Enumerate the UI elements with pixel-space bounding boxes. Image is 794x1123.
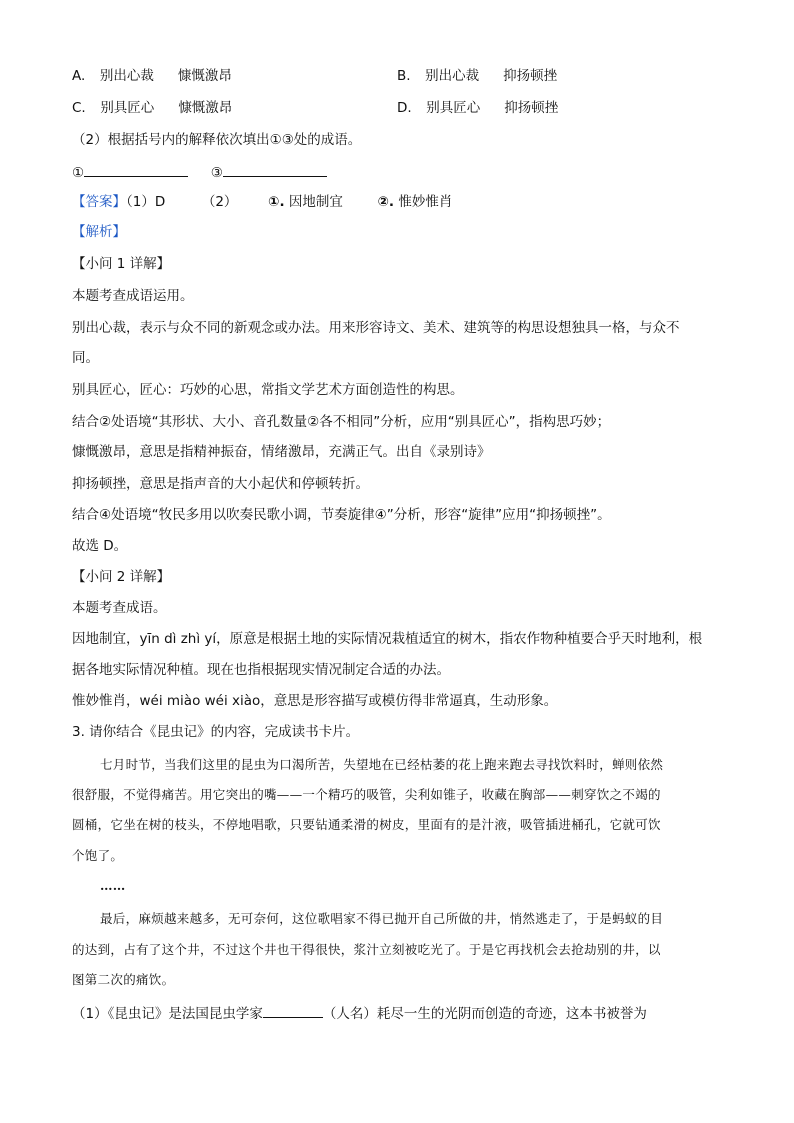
- sub1-line: 抑扬顿挫，意思是指声音的大小起伏和停顿转折。: [72, 476, 369, 492]
- passage-line: 最后，麻烦越来越多，无可奈何，这位歌唱家不得已抛开自己所做的井，悄然逃走了，于是蚂蚁的目: [100, 911, 664, 926]
- option-word-1: 别出心裁: [99, 68, 154, 84]
- answer-key-label: 【答案】: [72, 194, 126, 210]
- option-word-1: 别具匠心: [100, 100, 155, 116]
- blank-3-line[interactable]: [223, 162, 327, 177]
- name-blank[interactable]: [263, 1003, 323, 1018]
- blank-1-label: ①: [72, 165, 85, 181]
- option-a: [72, 66, 232, 86]
- sub2-line: 惟妙惟肖，wéi miào wéi xiào，意思是形容描写或模仿得非常逼真，生动形象。: [72, 693, 558, 709]
- question-3-1-suffix: （人名）耗尽一生的光阴而创造的奇迹，这本书被誉为: [322, 1006, 647, 1022]
- blank-3-label: ③: [210, 165, 223, 181]
- blank-1-line[interactable]: [84, 162, 188, 177]
- question-3-1-prefix: （1）《昆虫记》是法国昆虫学家: [72, 1006, 263, 1022]
- sub1-line: 同。: [72, 350, 99, 366]
- passage-line: 圆桶，它坐在树的枝头，不停地唱歌，只要钻通柔滑的树皮，里面有的是汁液，吸管插进桶孔，它就可饮: [72, 817, 661, 832]
- sub1-line: 别出心裁，表示与众不同的新观念或办法。用来形容诗文、美术、建筑等的构思设想独具一格，与众不: [72, 320, 680, 336]
- option-word-2: 慷慨激昂: [177, 68, 232, 84]
- sub2-line: 据各地实际情况种植。现在也指根据现实情况制定合适的办法。: [72, 662, 450, 678]
- option-word-2: 抑扬顿挫: [504, 100, 559, 116]
- sub1-line: 故选 D。: [72, 538, 128, 554]
- sub1-line: 别具匠心，匠心：巧妙的心思，常指文学艺术方面创造性的构思。: [72, 382, 464, 398]
- option-word-2: 慷慨激昂: [178, 100, 233, 116]
- sub2-line: 因地制宜，yīn dì zhì yí，原意是根据土地的实际情况栽植适宜的树木，指农作物种植要合乎天时地利，根: [72, 631, 703, 647]
- answer-number-1: ①.: [268, 194, 285, 210]
- passage-line: 很舒服，不觉得痛苦。用它突出的嘴——一个精巧的吸管，尖利如锥子，收藏在胸部——刺穿饮之不竭的: [72, 787, 661, 802]
- option-letter: A.: [72, 68, 86, 84]
- answer-part-2: （2）: [201, 194, 238, 210]
- sub1-line: 结合②处语境“其形状、大小、音孔数量②各不相同”分析，应用“别具匠心”，指构思巧妙；: [72, 414, 611, 430]
- option-letter: D.: [397, 100, 412, 116]
- passage-line: 图第二次的痛饮。: [72, 972, 175, 987]
- sub1-line: 本题考查成语运用。: [72, 288, 194, 304]
- option-word-1: 别具匠心: [426, 100, 481, 116]
- question-3-1: [72, 1003, 647, 1024]
- passage-ellipsis: ……: [100, 878, 126, 893]
- option-word-2: 抑扬顿挫: [503, 68, 558, 84]
- sub1-line: 慷慨激昂，意思是指精神振奋，情绪激昂，充满正气。出自《录别诗》: [72, 444, 491, 460]
- option-c: [72, 98, 232, 118]
- answer-part-1: （1）D: [126, 194, 166, 210]
- option-word-1: 别出心裁: [425, 68, 480, 84]
- passage-line: 的达到，占有了这个井，不过这个井也干得很快，浆汁立刻被吃光了。于是它再找机会去抢劫别的井，以: [72, 942, 661, 957]
- question-2-prompt: （2）根据括号内的解释依次填出①③处的成语。: [72, 132, 362, 148]
- answer-row: [72, 192, 452, 212]
- answer-idiom-2: 惟妙惟肖: [398, 194, 453, 210]
- passage-line: 七月时节，当我们这里的昆虫为口渴所苦，失望地在已经枯萎的花上跑来跑去寻找饮料时，蝉则依然: [100, 757, 664, 772]
- answer-number-2: ②.: [377, 194, 395, 210]
- question-3-title: 3. 请你结合《昆虫记》的内容，完成读书卡片。: [72, 724, 360, 740]
- option-letter: B.: [397, 68, 411, 84]
- sub-question-2-title: 【小问 2 详解】: [72, 569, 171, 585]
- option-letter: C.: [72, 100, 86, 116]
- answer-idiom-1: 因地制宜: [288, 194, 343, 210]
- sub2-line: 本题考查成语。: [72, 600, 167, 616]
- sub1-line: 结合④处语境“牧民多用以吹奏民歌小调，节奏旋律④”分析，形容“旋律”应用“抑扬顿挫”。: [72, 507, 611, 523]
- answer-blanks-row: [72, 162, 327, 183]
- analysis-label: 【解析】: [72, 224, 126, 240]
- sub-question-1-title: 【小问 1 详解】: [72, 256, 171, 272]
- option-b: [397, 66, 557, 86]
- passage-line: 个饱了。: [72, 848, 124, 863]
- option-d: [397, 98, 558, 118]
